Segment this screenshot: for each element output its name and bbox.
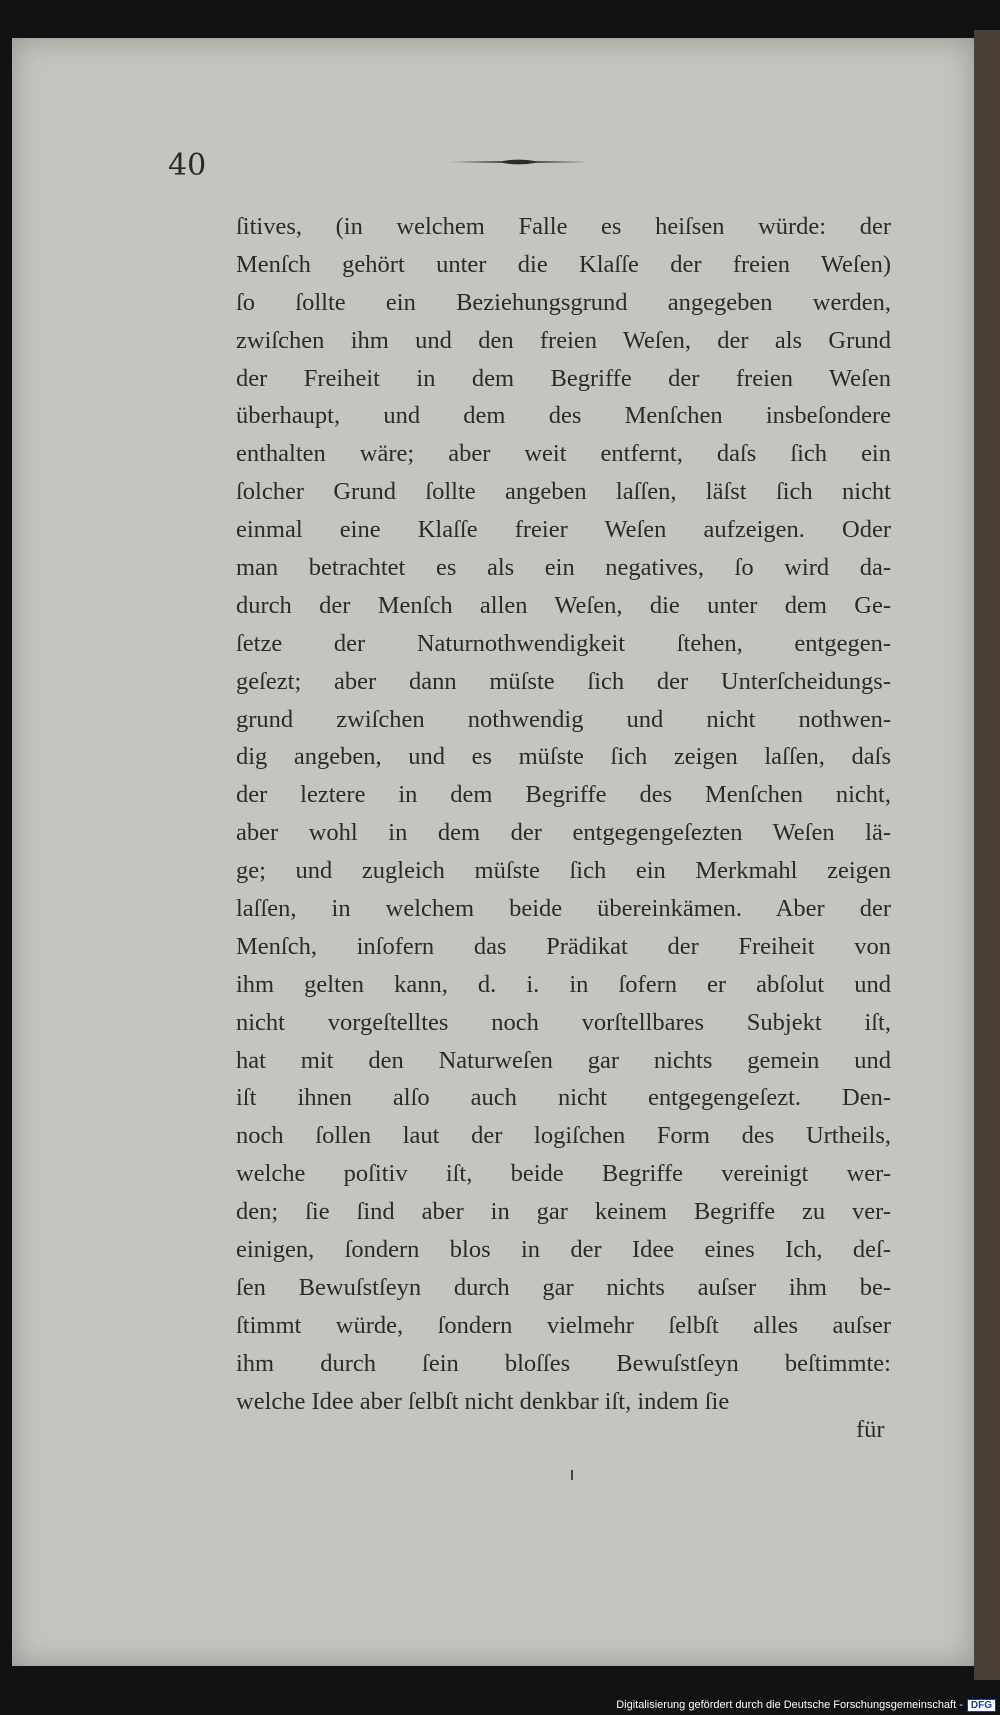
text-line: laſſen, in welchem beide übereinkämen. Aber der [236,895,891,923]
body-text [236,208,891,1421]
text-line: geſezt; aber dann müſste ſich der Unterſcheidungs- [236,667,891,695]
book-spine [974,30,1000,1680]
text-line: ge; und zugleich müſste ſich ein Merkmahl zeigen [236,857,891,885]
text-line: der leztere in dem Begriffe des Menſchen nicht, [236,781,891,809]
text-line: iſt ihnen alſo auch nicht entgegengeſezt. Den- [236,1084,891,1112]
text-line: ſtimmt würde, ſondern vielmehr ſelbſt alles auſser [236,1311,891,1339]
text-line: der Freiheit in dem Begriffe der freien Weſen [236,364,891,392]
text-line: zwiſchen ihm und den freien Weſen, der als Grund [236,326,891,354]
text-line: überhaupt, und dem des Menſchen insbeſondere [236,402,891,430]
dfg-logo: DFG [967,1699,996,1712]
text-line: ihm durch ſein bloſſes Bewuſstſeyn beſtimmte: [236,1349,891,1377]
text-line: man betrachtet es als ein negatives, ſo wird da- [236,554,891,582]
text-line: ſo ſollte ein Beziehungsgrund angegeben werden, [236,288,891,316]
text-line: ihm gelten kann, d. i. in ſofern er abſolut und [236,970,891,998]
text-line: ſitives, (in welchem Falle es heiſsen würde: der [236,213,891,240]
text-line: einmal eine Klaſſe freier Weſen aufzeigen. Oder [236,516,891,544]
text-line: einigen, ſondern blos in der Idee eines Ich, deſ- [236,1236,891,1264]
text-line: aber wohl in dem der entgegengeſezten Weſen lä- [236,819,891,847]
text-line: dig angeben, und es müſste ſich zeigen laſſen, daſs [236,743,891,771]
text-line: Menſch, inſofern das Prädikat der Freiheit von [236,932,891,960]
text-line: enthalten wäre; aber weit entfernt, daſs ſich ein [236,440,891,468]
page-mark [571,1470,573,1480]
text-line: nicht vorgeſtelltes noch vorſtellbares Subjekt iſt, [236,1008,891,1036]
text-line: welche Idee aber ſelbſt nicht denkbar iſt, indem ſie [236,1387,730,1415]
text-line: den; ſie ſind aber in gar keinem Begriffe zu ver- [236,1198,891,1226]
text-line: ſolcher Grund ſollte angeben laſſen, läſst ſich nicht [236,478,891,506]
footer [616,1697,996,1713]
text-line: hat mit den Naturweſen gar nichts gemein und [236,1046,891,1074]
text-line: welche poſitiv iſt, beide Begriffe vereinigt wer- [236,1160,891,1188]
footer-credit: Digitalisierung gefördert durch die Deutsche Forschungsgemeinschaft - [616,1699,963,1711]
text-line: Menſch gehört unter die Klaſſe der freien Weſen) [236,250,891,278]
text-line: durch der Menſch allen Weſen, die unter dem Ge- [236,591,891,619]
catchword: für [856,1416,885,1443]
text-line: ſetze der Naturnothwendigkeit ſtehen, entgegen- [236,629,891,657]
page-number: 40 [168,148,207,183]
text-line: noch ſollen laut der logiſchen Form des Urtheils, [236,1122,891,1150]
text-line: ſen Bewuſstſeyn durch gar nichts auſser ihm be- [236,1273,891,1301]
header-ornament [450,158,588,166]
text-line: grund zwiſchen nothwendig und nicht nothwen- [236,705,891,733]
